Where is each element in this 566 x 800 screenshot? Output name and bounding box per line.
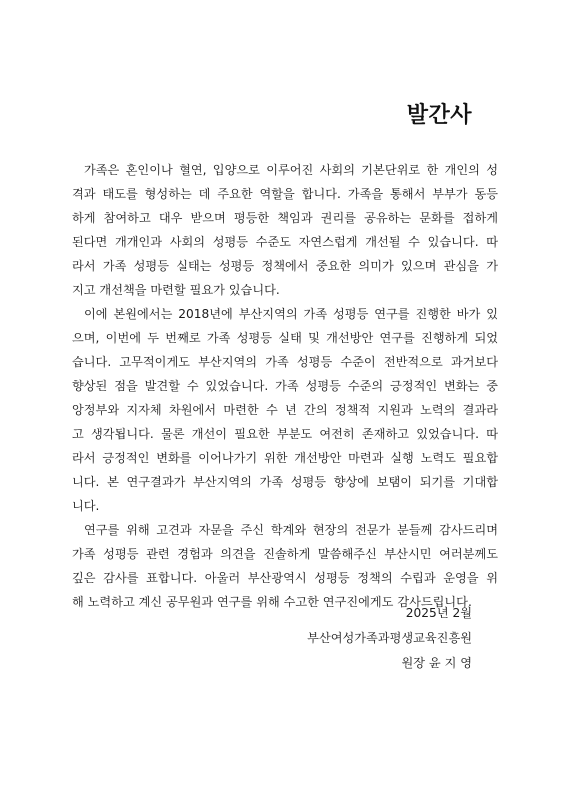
- paragraph-1-line-3: 하게 참여하고 대우 받으며 평등한 책임과 권리를 공유하는 문화를 접하게: [72, 211, 498, 225]
- page-title: 발간사: [406, 103, 472, 128]
- preface-body: [72, 158, 498, 614]
- paragraph-2-line-7: 라서 긍정적인 변화를 이어나가기 위한 개선방안 마련과 실행 노력도 필요합: [72, 451, 498, 465]
- paragraph-2-line-2: 으며, 이번에 두 번째로 가족 성평등 실태 및 개선방안 연구를 진행하게 되었: [72, 331, 498, 345]
- paragraph-2-line-4: 향상된 점을 발견할 수 있었습니다. 가족 성평등 수준의 긍정적인 변화는 중: [72, 379, 498, 393]
- paragraph-1-line-1: 가족은 혼인이나 혈연, 입양으로 이루어진 사회의 기본단위로 한 개인의 성: [84, 163, 498, 177]
- paragraph-2-line-8: 니다. 본 연구결과가 부산지역의 가족 성평등 향상에 보탬이 되기를 기대합: [72, 475, 498, 489]
- paragraph-2-line-6: 고 생각됩니다. 물론 개선이 필요한 부분도 여전히 존재하고 있었습니다. 따: [72, 427, 498, 441]
- signoff-signer: 원장 윤 지 영: [401, 656, 472, 670]
- paragraph-3-line-2: 가족 성평등 관련 경험과 의견을 진솔하게 말씀해주신 부산시민 여러분께도: [72, 547, 498, 561]
- paragraph-1-line-2: 격과 태도를 형성하는 데 주요한 역할을 합니다. 가족을 통해서 부부가 동등: [72, 187, 498, 201]
- paragraph-2-line-3: 습니다. 고무적이게도 부산지역의 가족 성평등 수준이 전반적으로 과거보다: [72, 355, 498, 369]
- signoff-block: [307, 601, 472, 676]
- paragraph-2-line-5: 앙정부와 지자체 차원에서 마련한 수 년 간의 정책적 지원과 노력의 결과라: [72, 403, 498, 417]
- paragraph-2-line-9: 니다.: [72, 499, 100, 513]
- paragraph-1-line-6: 지고 개선책을 마련할 필요가 있습니다.: [72, 283, 280, 297]
- paragraph-2-line-1: 이에 본원에서는 2018년에 부산지역의 가족 성평등 연구를 진행한 바가 있: [84, 307, 498, 321]
- paragraph-3-line-1: 연구를 위해 고견과 자문을 주신 학계와 현장의 전문가 분들께 감사드리며: [84, 523, 498, 537]
- paragraph-1-line-5: 라서 가족 성평등 실태는 성평등 정책에서 중요한 의미가 있으며 관심을 가: [72, 259, 498, 273]
- paragraph-1-line-4: 된다면 개개인과 사회의 성평등 수준도 자연스럽게 개선될 수 있습니다. 따: [72, 235, 498, 249]
- paragraph-3-line-4: 해 노력하고 계신 공무원과 연구를 위해 수고한 연구진에게도 감사드립니다.: [72, 595, 472, 609]
- signoff-organization: 부산여성가족과평생교육진흥원: [307, 631, 472, 645]
- paragraph-3-line-3: 깊은 감사를 표합니다. 아울러 부산광역시 성평등 정책의 수립과 운영을 위: [72, 571, 498, 585]
- signoff-date: 2025년 2월: [405, 606, 472, 620]
